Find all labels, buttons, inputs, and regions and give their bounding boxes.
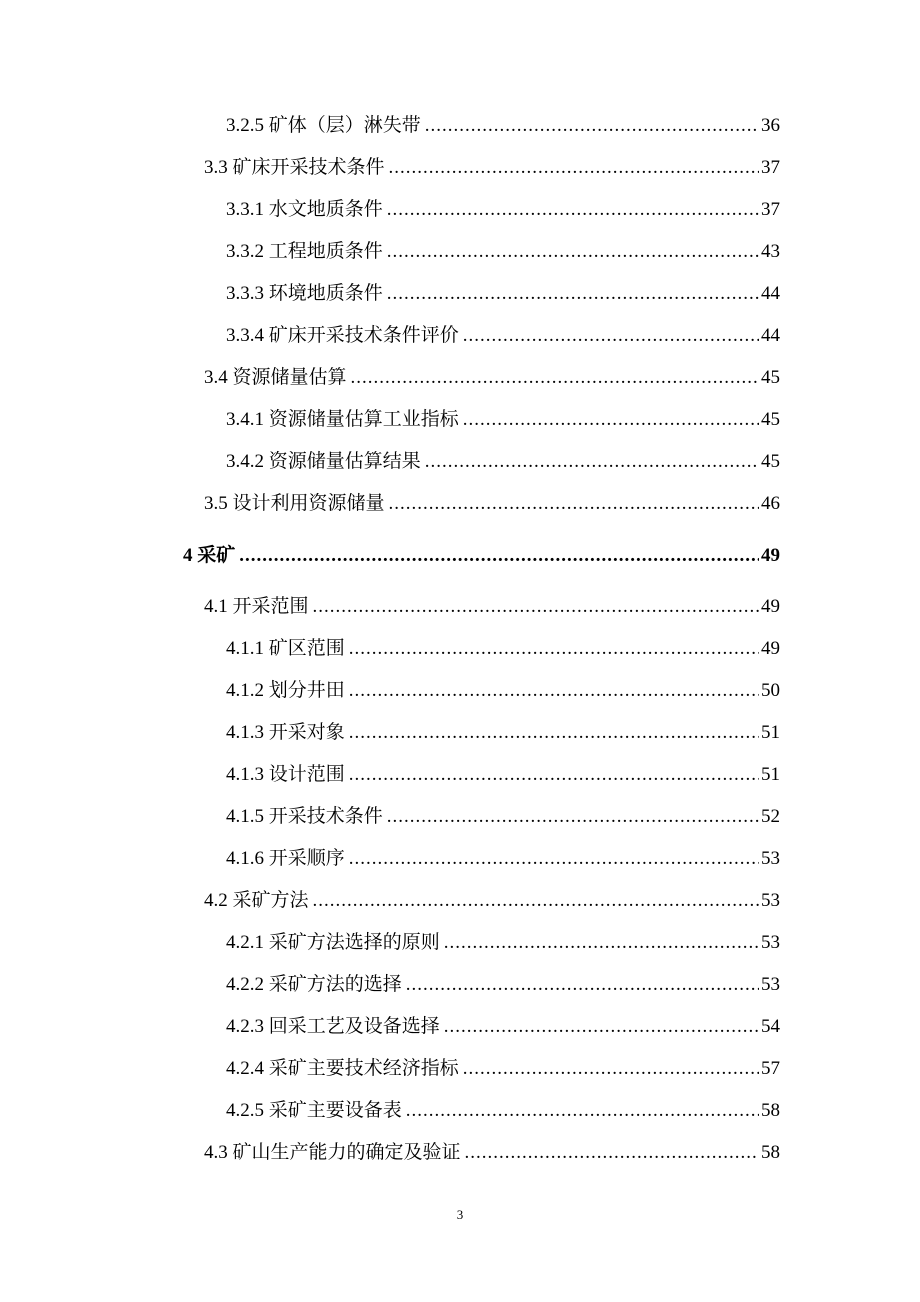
toc-entry-page: 51 (761, 764, 780, 785)
dot-leader (463, 407, 759, 433)
toc-entry-page: 44 (761, 325, 780, 346)
toc-entry[interactable] (226, 972, 780, 998)
toc-entry-label: 4.3 矿山生产能力的确定及验证 (204, 1142, 461, 1163)
toc-entry-label: 4.1.2 划分井田 (226, 680, 345, 701)
dot-leader (349, 762, 759, 788)
toc-entry-label: 3.3.2 工程地质条件 (226, 241, 383, 262)
toc-entry-page: 46 (761, 493, 780, 514)
dot-leader (465, 1140, 759, 1166)
dot-leader (389, 491, 759, 517)
toc-entry-label: 4.1.6 开采顺序 (226, 848, 345, 869)
toc-entry[interactable] (226, 636, 780, 662)
dot-leader (444, 1014, 759, 1040)
toc-entry-label: 4.1.5 开采技术条件 (226, 806, 383, 827)
toc-entry-page: 37 (761, 157, 780, 178)
toc-entry-label: 4.2.4 采矿主要技术经济指标 (226, 1058, 459, 1079)
toc-entry-page: 53 (761, 848, 780, 869)
toc-entry-page: 58 (761, 1142, 780, 1163)
toc-entry-label: 4.1.3 开采对象 (226, 722, 345, 743)
dot-leader (313, 888, 759, 914)
dot-leader (406, 972, 759, 998)
toc-entry[interactable] (204, 365, 780, 391)
toc-entry-label: 4.2.5 采矿主要设备表 (226, 1100, 402, 1121)
toc-entry[interactable] (226, 1098, 780, 1124)
toc-chapter-entry[interactable] (183, 543, 780, 569)
toc-entry-label: 4.1 开采范围 (204, 596, 309, 617)
dot-leader (463, 323, 759, 349)
toc-entry-page: 54 (761, 1016, 780, 1037)
dot-leader (389, 155, 759, 181)
toc-entry[interactable] (226, 930, 780, 956)
dot-leader (425, 113, 759, 139)
toc-entry[interactable] (226, 720, 780, 746)
toc-entry-label: 3.4.2 资源储量估算结果 (226, 451, 421, 472)
toc-entry[interactable] (226, 846, 780, 872)
toc-entry-page: 49 (761, 596, 780, 617)
toc-entry-page: 45 (761, 409, 780, 430)
toc-entry-label: 4 采矿 (183, 545, 236, 566)
page-number: 3 (456, 1207, 464, 1222)
toc-entry[interactable] (204, 888, 780, 914)
dot-leader (239, 543, 759, 569)
toc-entry-label: 3.4.1 资源储量估算工业指标 (226, 409, 459, 430)
toc-entry[interactable] (226, 197, 780, 223)
toc-entry[interactable] (226, 281, 780, 307)
dot-leader (349, 678, 759, 704)
toc-entry-page: 53 (761, 890, 780, 911)
dot-leader (351, 365, 759, 391)
toc-entry[interactable] (226, 678, 780, 704)
toc-entry-label: 4.2.1 采矿方法选择的原则 (226, 932, 440, 953)
dot-leader (444, 930, 759, 956)
dot-leader (463, 1056, 759, 1082)
toc-entry-label: 3.4 资源储量估算 (204, 367, 347, 388)
dot-leader (387, 197, 759, 223)
toc-entry[interactable] (226, 762, 780, 788)
toc-entry-label: 3.3 矿床开采技术条件 (204, 157, 385, 178)
dot-leader (349, 846, 759, 872)
toc-entry[interactable] (226, 1014, 780, 1040)
toc-entry-label: 4.1.1 矿区范围 (226, 638, 345, 659)
toc-entry[interactable] (204, 155, 780, 181)
dot-leader (349, 720, 759, 746)
dot-leader (387, 804, 759, 830)
dot-leader (387, 239, 759, 265)
toc-entry[interactable] (226, 323, 780, 349)
toc-entry-page: 49 (761, 545, 780, 566)
toc-entry-page: 58 (761, 1100, 780, 1121)
toc-entry[interactable] (226, 804, 780, 830)
toc-entry-label: 4.2 采矿方法 (204, 890, 309, 911)
toc-entry[interactable] (204, 594, 780, 620)
toc-entry[interactable] (226, 239, 780, 265)
toc-entry-page: 37 (761, 199, 780, 220)
toc-entry-label: 3.3.4 矿床开采技术条件评价 (226, 325, 459, 346)
toc-entry-page: 57 (761, 1058, 780, 1079)
dot-leader (387, 281, 759, 307)
toc-entry-page: 49 (761, 638, 780, 659)
toc-entry[interactable] (204, 1140, 780, 1166)
toc-entry-label: 3.3.3 环境地质条件 (226, 283, 383, 304)
toc-entry-page: 53 (761, 974, 780, 995)
dot-leader (313, 594, 759, 620)
toc-entry[interactable] (204, 491, 780, 517)
toc-entry-page: 53 (761, 932, 780, 953)
toc-entry-label: 4.1.3 设计范围 (226, 764, 345, 785)
toc-entry-page: 43 (761, 241, 780, 262)
toc-entry[interactable] (226, 407, 780, 433)
toc-entry[interactable] (226, 449, 780, 475)
toc-entry-page: 50 (761, 680, 780, 701)
toc-entry-page: 45 (761, 451, 780, 472)
dot-leader (349, 636, 759, 662)
toc-entry-label: 4.2.2 采矿方法的选择 (226, 974, 402, 995)
toc-entry[interactable] (226, 113, 780, 139)
toc-entry-page: 45 (761, 367, 780, 388)
toc-entry-label: 3.3.1 水文地质条件 (226, 199, 383, 220)
toc-entry-page: 36 (761, 115, 780, 136)
toc-entry-page: 52 (761, 806, 780, 827)
toc-entry-page: 44 (761, 283, 780, 304)
toc-entry[interactable] (226, 1056, 780, 1082)
toc-entry-page: 51 (761, 722, 780, 743)
dot-leader (425, 449, 759, 475)
toc-entry-label: 4.2.3 回采工艺及设备选择 (226, 1016, 440, 1037)
toc-entry-label: 3.5 设计利用资源储量 (204, 493, 385, 514)
toc-entry-label: 3.2.5 矿体（层）淋失带 (226, 115, 421, 136)
dot-leader (406, 1098, 759, 1124)
